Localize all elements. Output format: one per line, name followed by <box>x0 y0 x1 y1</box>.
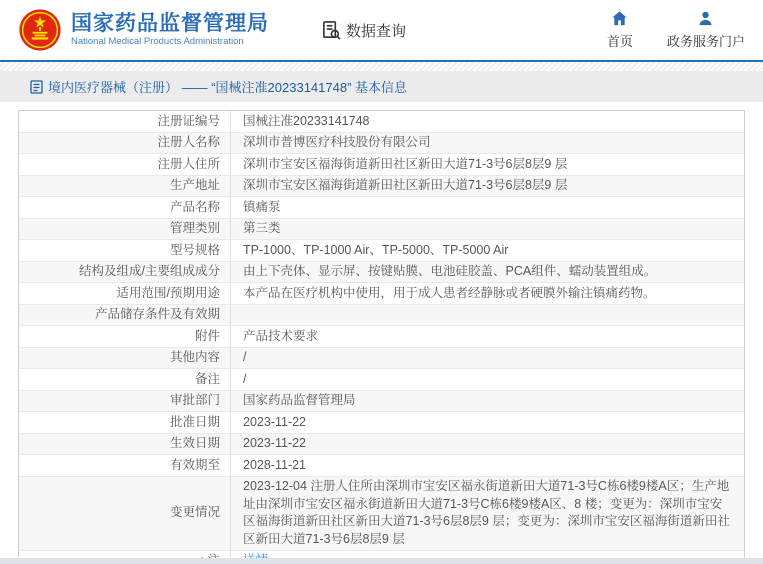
nav-item-home[interactable] <box>607 10 633 50</box>
row-value <box>231 197 744 218</box>
row-label: 有效期至 <box>19 455 231 476</box>
row-label: 注册人住所 <box>19 154 231 175</box>
row-label: 产品名称 <box>19 197 231 218</box>
user-icon <box>697 10 714 27</box>
row-value <box>231 326 744 347</box>
row-value <box>231 305 744 326</box>
footer-strip <box>0 558 763 564</box>
doc-search-icon <box>321 20 342 41</box>
row-value <box>231 283 744 304</box>
table-row <box>19 434 744 456</box>
row-label: 附件 <box>19 326 231 347</box>
table-row-change-history <box>19 477 744 551</box>
row-label: 批准日期 <box>19 412 231 433</box>
table-row <box>19 412 744 434</box>
row-label: 备注 <box>19 369 231 390</box>
table-row <box>19 455 744 477</box>
row-value <box>231 434 744 455</box>
row-value-text: 深圳市普博医疗科技股份有限公司 <box>243 135 431 149</box>
row-value-text: 国家药品监督管理局 <box>243 393 356 407</box>
site-header <box>0 0 763 62</box>
table-row <box>19 197 744 219</box>
row-value-text: / <box>243 371 247 386</box>
table-row <box>19 219 744 241</box>
row-value-text: 产品技术要求 <box>243 328 319 343</box>
row-value-text: / <box>243 350 247 364</box>
row-value <box>231 176 744 197</box>
table-row <box>19 154 744 176</box>
hatch-band <box>0 62 763 71</box>
row-value <box>231 455 744 476</box>
document-icon <box>30 80 43 94</box>
logo-group <box>18 8 269 52</box>
table-row <box>19 326 744 348</box>
row-label: 注册证编号 <box>19 111 231 132</box>
registration-info-table <box>18 110 745 564</box>
table-row <box>19 262 744 284</box>
title-block <box>71 12 269 48</box>
row-value <box>231 133 744 154</box>
row-value <box>231 369 744 390</box>
nav-label-gov-portal: 政务服务门户 <box>666 34 745 49</box>
row-label: 结构及组成/主要组成成分 <box>19 262 231 283</box>
row-label: 适用范围/预期用途 <box>19 283 231 304</box>
row-label: 其他内容 <box>19 348 231 369</box>
table-row <box>19 283 744 305</box>
row-value-text: 镇痛泵 <box>243 199 281 214</box>
data-query-label: 数据查询 <box>346 22 407 40</box>
row-label: 产品储存条件及有效期 <box>19 305 231 326</box>
table-row <box>19 133 744 155</box>
home-icon <box>611 10 628 27</box>
row-value <box>231 348 744 369</box>
row-label: 变更情况 <box>19 477 231 550</box>
row-value-text: 第三类 <box>243 221 281 235</box>
row-value-text: 2028-11-21 <box>243 457 307 472</box>
site-title: 国家药品监督管理局 <box>71 12 269 35</box>
table-row <box>19 348 744 370</box>
table-row <box>19 369 744 391</box>
row-value <box>231 477 744 550</box>
row-label: 型号规格 <box>19 240 231 261</box>
row-value-text: 本产品在医疗机构中使用，用于成人患者经静脉或者硬膜外输注镇痛药物。 <box>243 285 656 300</box>
table-row <box>19 111 744 133</box>
table-row <box>19 391 744 413</box>
data-query-link[interactable] <box>321 20 406 41</box>
row-value <box>231 154 744 175</box>
row-value <box>231 262 744 283</box>
table-row <box>19 240 744 262</box>
row-value-text: 2023-11-22 <box>243 436 307 450</box>
row-value-text: 2023-11-22 <box>243 414 307 429</box>
breadcrumb-text: 境内医疗器械（注册） —— “国械注准20233141748” 基本信息 <box>48 80 408 95</box>
row-label: 注册人名称 <box>19 133 231 154</box>
header-nav <box>607 10 745 50</box>
row-value-text: 深圳市宝安区福海街道新田社区新田大道71-3号6层8层9 层 <box>243 156 568 171</box>
row-label: 审批部门 <box>19 391 231 412</box>
row-value <box>231 391 744 412</box>
nav-item-gov-portal[interactable] <box>667 10 745 50</box>
row-label: 管理类别 <box>19 219 231 240</box>
row-value <box>231 412 744 433</box>
row-value-text: 深圳市宝安区福海街道新田社区新田大道71-3号6层8层9 层 <box>243 178 568 192</box>
row-value-text: 2023-12-04 注册人住所由深圳市宝安区福永街道新田大道71-3号C栋6楼9楼A区；生产地址由深圳市宝安区福永街道新田大道71-3号C栋6楼9楼A区、8 楼；变更为：深圳市宝安区福海街道新田社区新田大道71-3号6层8层9 层；变更为：深圳市宝安区福海街道新田社区新田大道71-3号6层8层9 层 <box>243 479 730 546</box>
row-value-text: 国械注准20233141748 <box>243 113 370 128</box>
nav-label-home: 首页 <box>606 34 633 49</box>
row-value <box>231 240 744 261</box>
table-row <box>19 305 744 327</box>
table-row <box>19 176 744 198</box>
row-label: 生产地址 <box>19 176 231 197</box>
site-subtitle: National Medical Products Administration <box>71 36 244 47</box>
national-emblem-logo <box>18 8 62 52</box>
row-value <box>231 111 744 132</box>
row-value <box>231 219 744 240</box>
row-label: 生效日期 <box>19 434 231 455</box>
breadcrumb <box>0 71 763 102</box>
row-value-text: TP-1000、TP-1000 Air、TP-5000、TP-5000 Air <box>243 242 509 257</box>
row-value-text: 由上下壳体、显示屏、按键贴膜、电池硅胶盖、PCA组件、蠕动装置组成。 <box>243 264 657 278</box>
